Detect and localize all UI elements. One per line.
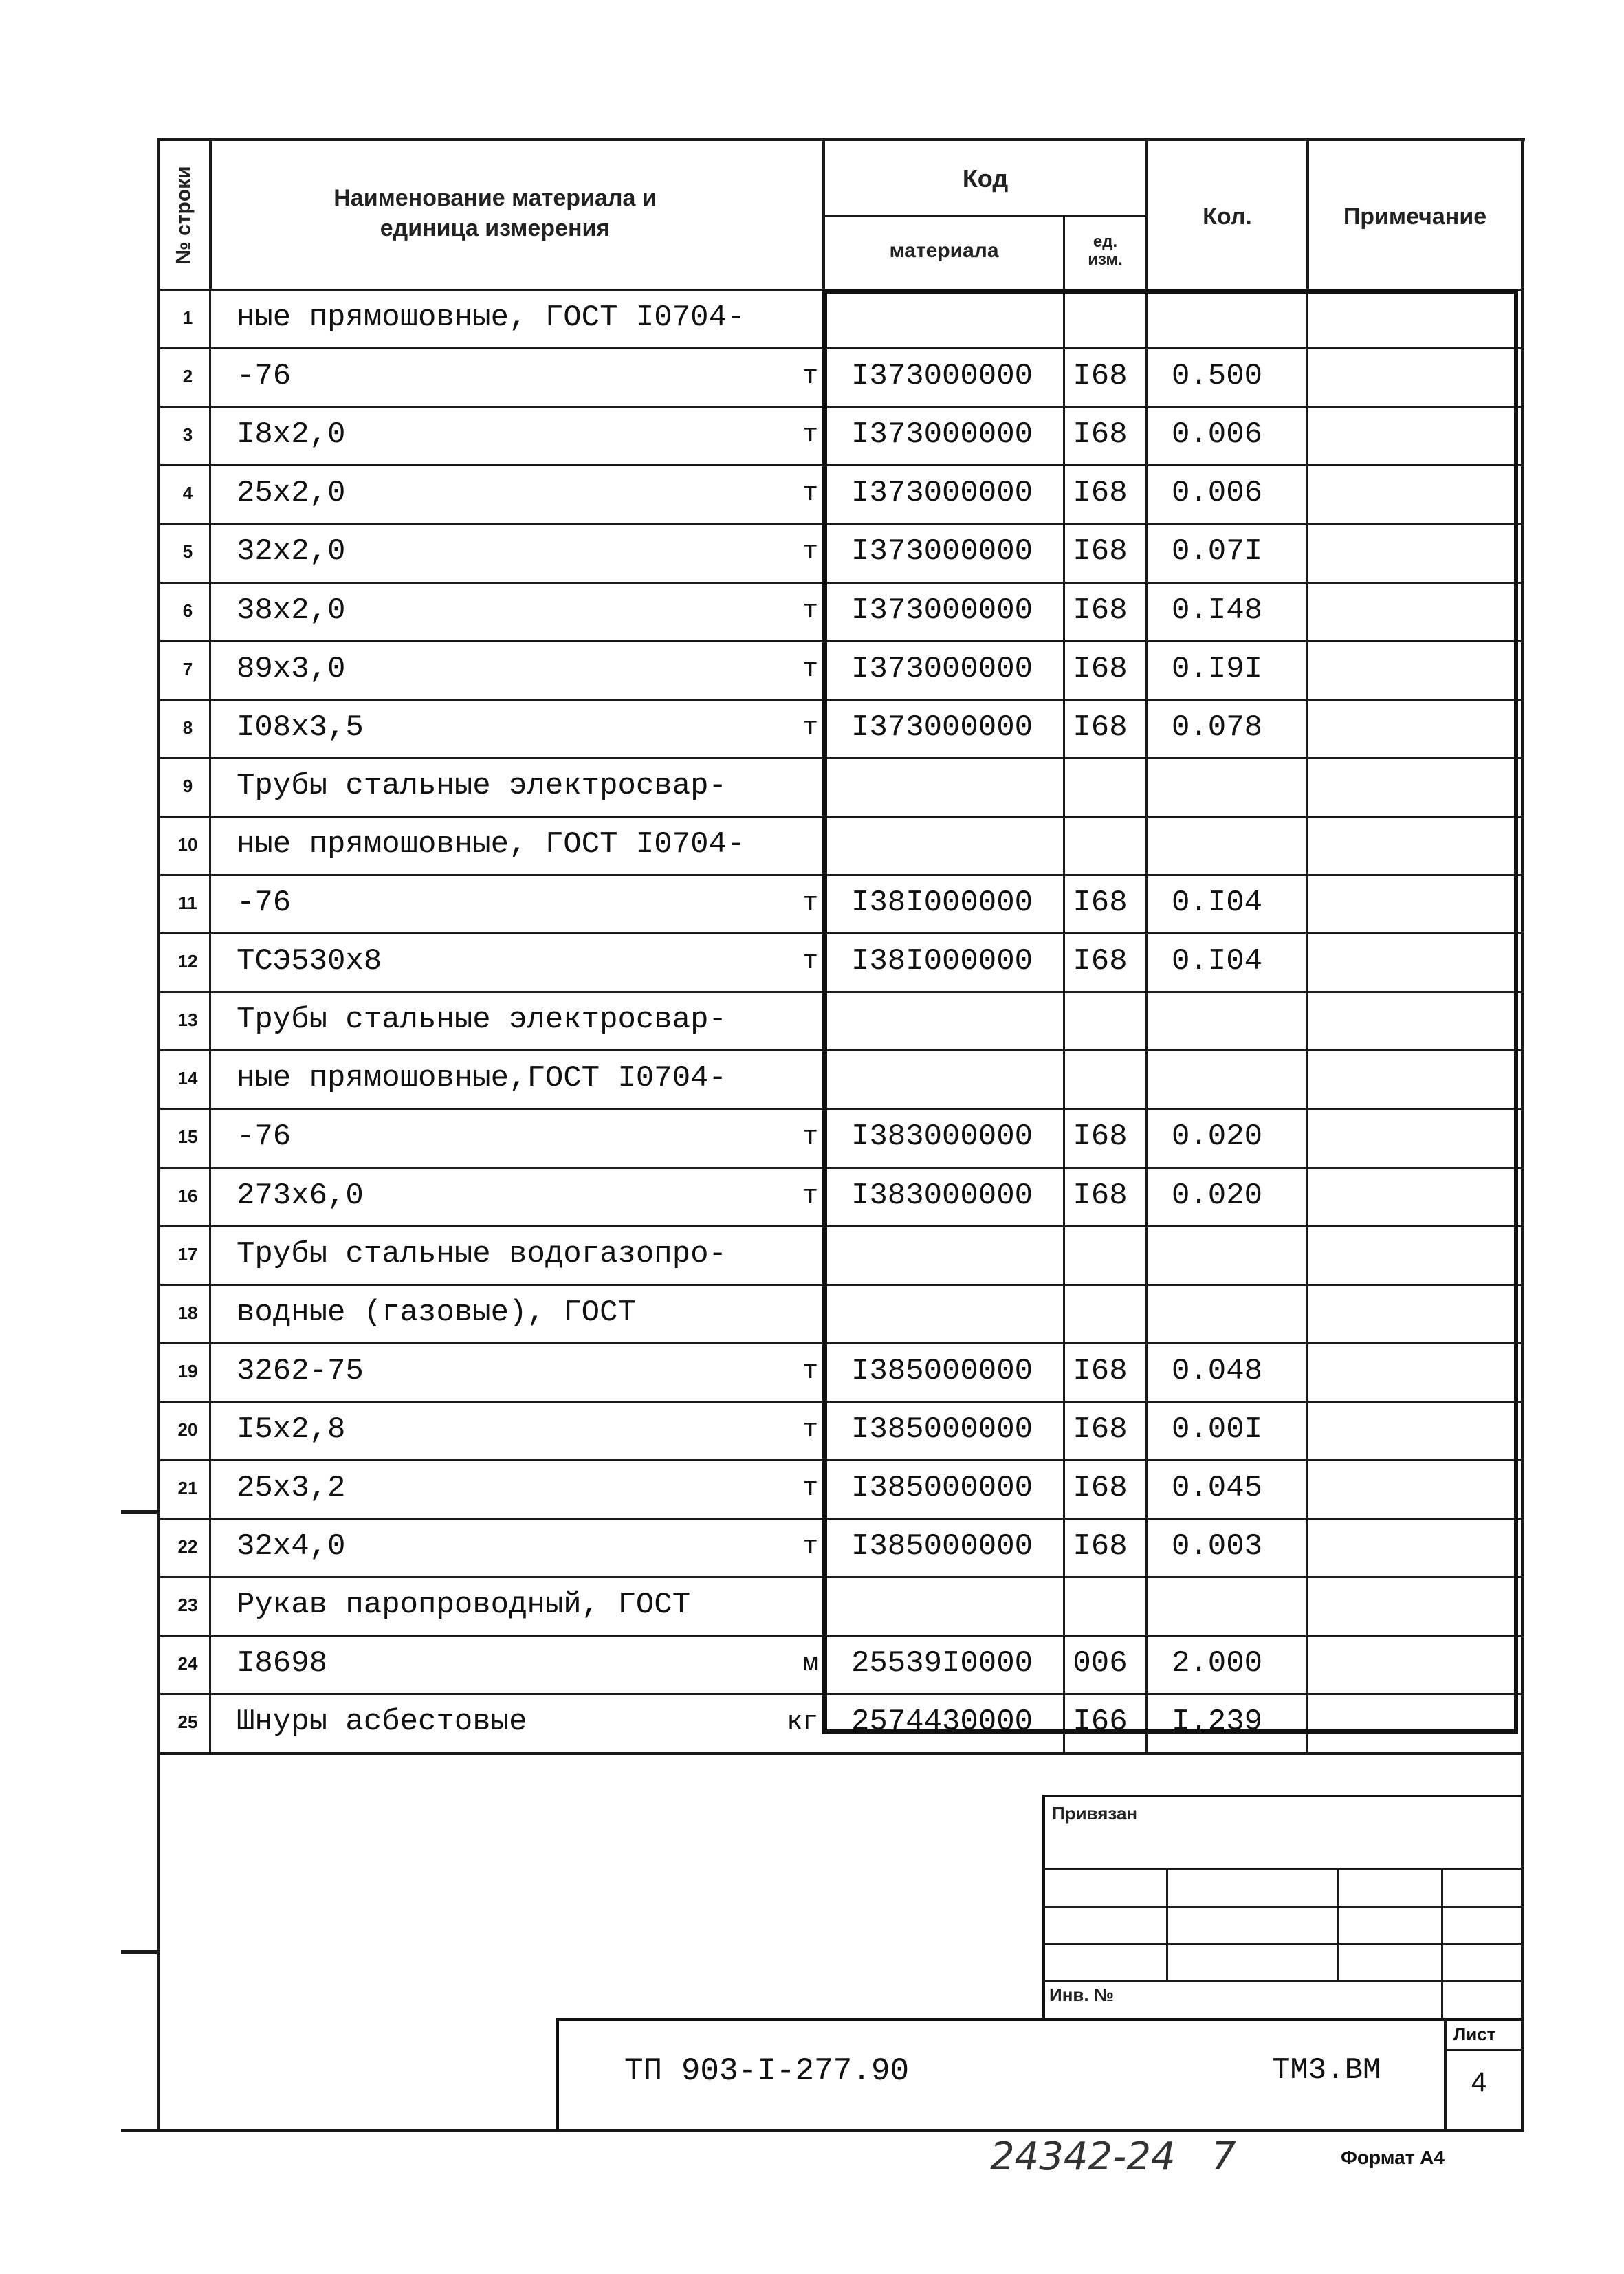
unit-label: т xyxy=(802,536,818,567)
stamp-vline-3 xyxy=(1441,1868,1443,2019)
unit-code: I68 xyxy=(1073,476,1128,510)
header-material-name-label: Наименование материала и единица измерения xyxy=(333,185,657,241)
material-name: 25x3,2 xyxy=(237,1471,346,1505)
unit-label: т xyxy=(802,1473,818,1503)
material-name: 38x2,0 xyxy=(237,593,346,628)
unit-label: т xyxy=(802,1531,818,1562)
row-number: 10 xyxy=(177,833,198,855)
header-code xyxy=(825,151,1145,206)
row-number: 25 xyxy=(177,1711,198,1732)
row-number: 17 xyxy=(177,1243,198,1265)
material-name: Трубы стальные электросвар- xyxy=(237,1003,727,1037)
quantity: 0.I9I xyxy=(1171,652,1263,686)
material-code: I373000000 xyxy=(851,652,1033,686)
unit-label: т xyxy=(802,595,818,626)
row-number: 13 xyxy=(177,1009,198,1030)
material-code: I38I000000 xyxy=(851,886,1033,920)
material-name: 32x2,0 xyxy=(237,534,346,569)
unit-code: I68 xyxy=(1073,593,1128,628)
material-code: I373000000 xyxy=(851,710,1033,745)
material-name: 3262-75 xyxy=(237,1354,364,1388)
row-number: 19 xyxy=(177,1360,198,1381)
unit-label: кг xyxy=(787,1707,818,1737)
header-code-unit xyxy=(1065,220,1145,282)
quantity: 0.006 xyxy=(1171,417,1263,452)
material-name: ные прямошовные,ГОСТ I0704- xyxy=(237,1061,727,1095)
material-name: ные прямошовные, ГОСТ I0704- xyxy=(237,827,745,862)
quantity: 0.003 xyxy=(1171,1529,1263,1564)
material-name: -76 xyxy=(237,886,292,920)
header-row-number xyxy=(160,141,209,289)
unit-label xyxy=(743,1049,818,1107)
row-number: 7 xyxy=(182,658,193,679)
unit-code: I68 xyxy=(1073,886,1128,920)
header-note xyxy=(1309,151,1521,282)
material-name: водные (газовые), ГОСТ xyxy=(237,1295,636,1330)
header-code-material xyxy=(825,220,1063,282)
header-code-label: Код xyxy=(962,164,1009,193)
row-number: 3 xyxy=(182,424,193,445)
quantity: 0.I04 xyxy=(1171,944,1263,979)
material-code: 25539I0000 xyxy=(851,1646,1033,1681)
header-row-number-label: № строки xyxy=(173,165,196,265)
header-qty-label: Кол. xyxy=(1203,203,1252,230)
unit-code: I68 xyxy=(1073,1529,1128,1564)
stamp-line-2 xyxy=(1042,1906,1522,1908)
material-code: I373000000 xyxy=(851,534,1033,569)
row-number: 21 xyxy=(177,1477,198,1498)
unit-label: т xyxy=(802,1414,818,1445)
format-label: Формат А4 xyxy=(1341,2147,1445,2168)
quantity: 0.I48 xyxy=(1171,593,1263,628)
header-divider-rowno xyxy=(209,138,212,289)
unit-label xyxy=(743,1576,818,1634)
material-name: 32x4,0 xyxy=(237,1529,346,1564)
unit-label xyxy=(743,816,818,873)
unit-label: т xyxy=(802,712,818,743)
header-material-name xyxy=(227,175,763,251)
unit-code: I68 xyxy=(1073,534,1128,569)
unit-code: I68 xyxy=(1073,359,1128,393)
unit-label: т xyxy=(802,419,818,450)
col-line-rowno xyxy=(209,289,211,1752)
stamp-vline-2 xyxy=(1337,1868,1339,1982)
quantity: 0.006 xyxy=(1171,476,1263,510)
unit-label: т xyxy=(802,478,818,508)
quantity: 0.045 xyxy=(1171,1471,1263,1505)
header-code-unit-label: ед. изм. xyxy=(1088,232,1123,269)
material-name: Рукав паропроводный, ГОСТ xyxy=(237,1588,691,1622)
list-label: Лист xyxy=(1453,2024,1496,2044)
row-number: 9 xyxy=(182,775,193,796)
row-number: 12 xyxy=(177,950,198,972)
unit-code: I68 xyxy=(1073,944,1128,979)
material-code: I385000000 xyxy=(851,1471,1033,1505)
unit-code: I68 xyxy=(1073,1354,1128,1388)
material-code: I385000000 xyxy=(851,1529,1033,1564)
unit-label: т xyxy=(802,946,818,976)
material-name: Шнуры асбестовые xyxy=(237,1705,527,1739)
material-code: I373000000 xyxy=(851,417,1033,452)
material-code: I373000000 xyxy=(851,476,1033,510)
unit-label: м xyxy=(802,1648,818,1679)
material-name: I08x3,5 xyxy=(237,710,364,745)
margin-tick-2 xyxy=(121,1950,160,1954)
unit-code: I68 xyxy=(1073,417,1128,452)
list-value: 4 xyxy=(1471,2067,1487,2097)
material-code: 2574430000 xyxy=(851,1705,1033,1739)
list-box-left xyxy=(1444,2018,1447,2130)
material-name: I8x2,0 xyxy=(237,417,346,452)
row-number: 6 xyxy=(182,600,193,621)
quantity: 0.I04 xyxy=(1171,886,1263,920)
material-name: Трубы стальные водогазопро- xyxy=(237,1237,727,1271)
list-box-divider xyxy=(1444,2049,1522,2051)
unit-code: I68 xyxy=(1073,652,1128,686)
unit-code: I68 xyxy=(1073,1179,1128,1213)
material-code: I373000000 xyxy=(851,593,1033,628)
unit-label: т xyxy=(802,361,818,391)
quantity: 0.078 xyxy=(1171,710,1263,745)
document-number: ТП 903-I-277.90 xyxy=(624,2053,910,2089)
material-code: I383000000 xyxy=(851,1119,1033,1154)
unit-code: I68 xyxy=(1073,1412,1128,1447)
quantity: 0.020 xyxy=(1171,1179,1263,1213)
material-name: Трубы стальные электросвар- xyxy=(237,769,727,803)
unit-label: т xyxy=(802,1181,818,1211)
row-number: 15 xyxy=(177,1126,198,1147)
material-name: I8698 xyxy=(237,1646,328,1681)
row-number: 14 xyxy=(177,1067,198,1089)
privyazan-label: Привязан xyxy=(1052,1803,1138,1824)
material-code: I38I000000 xyxy=(851,944,1033,979)
unit-label xyxy=(743,1284,818,1342)
unit-label xyxy=(743,757,818,815)
row-number: 16 xyxy=(177,1185,198,1206)
quantity: 0.500 xyxy=(1171,359,1263,393)
material-name: ТСЭ530x8 xyxy=(237,944,382,979)
document-mark: ТМ3.ВМ xyxy=(1272,2053,1381,2088)
quantity: 0.048 xyxy=(1171,1354,1263,1388)
stamp-vline-1 xyxy=(1166,1868,1168,1982)
quantity: 2.000 xyxy=(1171,1646,1263,1681)
header-note-label: Примечание xyxy=(1343,203,1487,230)
row-number: 11 xyxy=(178,892,197,913)
unit-code: 006 xyxy=(1073,1646,1128,1681)
unit-label: т xyxy=(802,654,818,684)
unit-label xyxy=(743,1225,818,1283)
margin-tick-1 xyxy=(121,1510,160,1514)
row-number: 23 xyxy=(177,1594,198,1615)
row-number: 5 xyxy=(182,540,193,562)
quantity: I.239 xyxy=(1171,1705,1263,1739)
code-qty-box xyxy=(822,289,1518,1734)
row-number: 4 xyxy=(182,482,193,503)
material-code: I385000000 xyxy=(851,1412,1033,1447)
stamp-line-1 xyxy=(1042,1868,1522,1870)
material-code: I385000000 xyxy=(851,1354,1033,1388)
material-name: -76 xyxy=(237,359,292,393)
inv-no-label: Инв. № xyxy=(1049,1985,1114,2005)
row-number: 2 xyxy=(182,365,193,386)
handwritten-page: 7 xyxy=(1211,2134,1236,2179)
quantity: 0.020 xyxy=(1171,1119,1263,1154)
stamp-line-3 xyxy=(1042,1943,1522,1945)
material-name: -76 xyxy=(237,1119,292,1154)
unit-label: т xyxy=(802,1356,818,1386)
material-code: I383000000 xyxy=(851,1179,1033,1213)
unit-code: I68 xyxy=(1073,1119,1128,1154)
material-name: I5x2,8 xyxy=(237,1412,346,1447)
stamp-line-4 xyxy=(1042,1980,1522,1982)
row-number: 18 xyxy=(177,1302,198,1323)
header-code-subline xyxy=(822,215,1147,217)
unit-label xyxy=(743,289,818,347)
unit-code: I66 xyxy=(1073,1705,1128,1739)
material-code: I373000000 xyxy=(851,359,1033,393)
quantity: 0.07I xyxy=(1171,534,1263,569)
header-qty xyxy=(1148,151,1306,282)
material-name: ные прямошовные, ГОСТ I0704- xyxy=(237,300,745,335)
material-name: 89x3,0 xyxy=(237,652,346,686)
row-number: 22 xyxy=(177,1535,198,1557)
frame-top-line xyxy=(158,138,1525,141)
quantity: 0.00I xyxy=(1171,1412,1263,1447)
handwritten-number: 24342-24 xyxy=(990,2134,1176,2179)
unit-label xyxy=(743,991,818,1049)
material-name: 273x6,0 xyxy=(237,1179,364,1213)
header-code-material-label: материала xyxy=(889,239,999,262)
unit-code: I68 xyxy=(1073,710,1128,745)
unit-code: I68 xyxy=(1073,1471,1128,1505)
unit-label: т xyxy=(802,888,818,918)
material-name: 25x2,0 xyxy=(237,476,346,510)
unit-label: т xyxy=(802,1122,818,1152)
row-number: 20 xyxy=(177,1419,198,1440)
row-number: 1 xyxy=(182,307,193,328)
row-number: 24 xyxy=(177,1652,198,1674)
row-number: 8 xyxy=(182,717,193,738)
table-bottom-line xyxy=(160,1752,1521,1755)
